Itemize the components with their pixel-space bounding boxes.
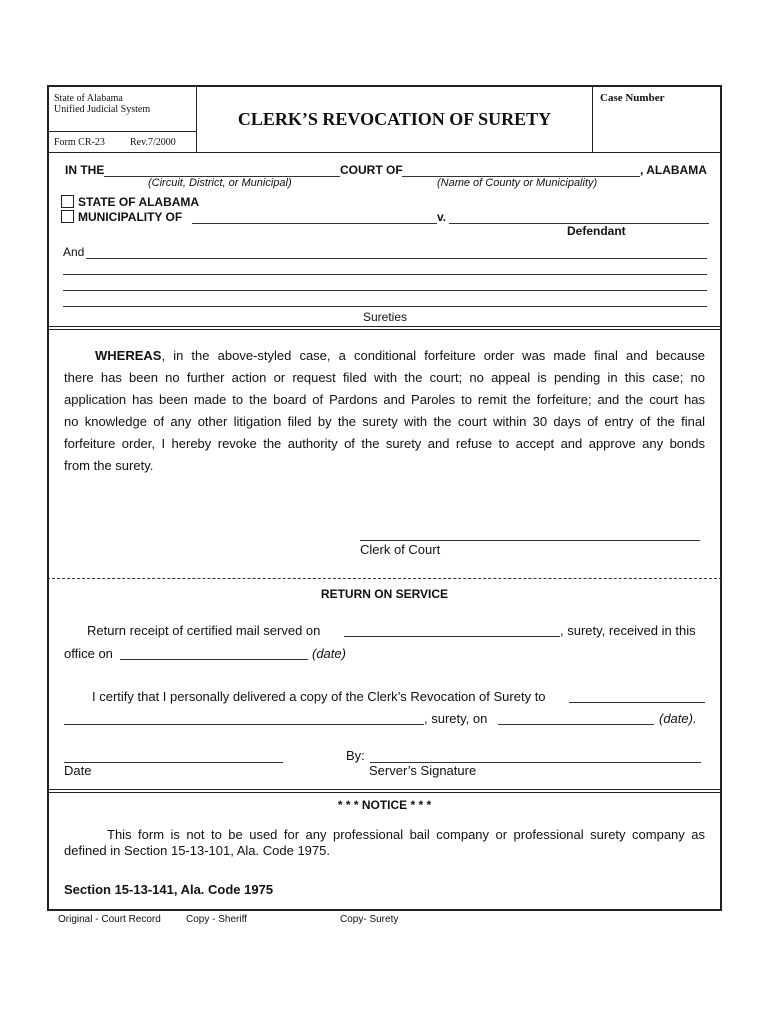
surety-line-1[interactable] — [86, 258, 707, 259]
system-label: Unified Judicial System — [54, 104, 151, 115]
return-title: RETURN ON SERVICE — [320, 587, 449, 601]
in-the-label: IN THE — [65, 163, 105, 177]
notice-line-2: defined in Section 15-13-101, Ala. Code 1975. — [64, 843, 330, 858]
body-line-3: application has been made to the board of Pardons and Paroles to remit the forfeiture; and the court has — [64, 392, 705, 407]
office-date-hint: (date) — [312, 646, 346, 661]
revision: Rev.7/2000 — [130, 137, 176, 148]
by-label: By: — [346, 748, 365, 763]
footer-original: Original - Court Record — [58, 914, 161, 925]
municipality-checkbox[interactable] — [61, 210, 74, 223]
alabama-label: , ALABAMA — [640, 163, 707, 177]
notice-divider — [47, 789, 722, 790]
body-line-6: from the surety. — [64, 458, 154, 473]
certify-text: I certify that I personally delivered a copy of the Clerk’s Revocation of Surety to — [92, 689, 546, 704]
court-type-hint: (Circuit, District, or Municipal) — [148, 177, 292, 189]
body-text-1: , in the above-styled case, a conditional forfeiture order was made final and because — [161, 348, 705, 363]
notice-divider-2 — [47, 792, 722, 793]
municipality-field[interactable] — [192, 223, 437, 224]
office-date-field[interactable] — [120, 659, 308, 660]
surety-line-3[interactable] — [63, 290, 707, 291]
defendant-label: Defendant — [567, 224, 626, 238]
delivered-to-field-b[interactable] — [64, 724, 424, 725]
court-of-label: COURT OF — [340, 163, 403, 177]
date-field[interactable] — [64, 762, 283, 763]
whereas-word: WHEREAS — [95, 348, 162, 363]
and-label: And — [63, 245, 85, 259]
state-option-label: STATE OF ALABAMA — [78, 195, 200, 209]
code-section: Section 15-13-141, Ala. Code 1975 — [64, 882, 274, 897]
delivered-to-field-a[interactable] — [569, 702, 705, 703]
clerk-signature-field[interactable] — [360, 540, 700, 541]
receipt-text-b: , surety, received in this — [560, 623, 696, 638]
body-line-1 — [64, 348, 705, 363]
server-signature-label: Server’s Signature — [369, 763, 477, 778]
form-title: CLERK’S REVOCATION OF SURETY — [237, 109, 552, 129]
receipt-text-a: Return receipt of certified mail served on — [87, 623, 321, 638]
clerk-signature-label: Clerk of Court — [360, 542, 441, 557]
delivery-date-field[interactable] — [498, 724, 654, 725]
form-number: Form CR-23 — [54, 137, 105, 148]
sureties-label: Sureties — [363, 310, 408, 324]
notice-title: * * * NOTICE * * * — [337, 798, 432, 812]
county-hint: (Name of County or Municipality) — [437, 177, 598, 189]
body-line-4: no knowledge of any other litigation filed by the surety with the court within 30 days of entry of the final — [64, 414, 705, 429]
case-number-field[interactable] — [594, 108, 720, 150]
state-label: State of Alabama — [54, 93, 123, 104]
office-on-label: office on — [64, 646, 113, 661]
surety-on-label: , surety, on — [424, 711, 488, 726]
surety-line-4[interactable] — [63, 306, 707, 307]
versus-label: v. — [437, 210, 447, 224]
state-checkbox[interactable] — [61, 195, 74, 208]
surety-line-2[interactable] — [63, 274, 707, 275]
return-dashed-divider — [47, 578, 722, 579]
body-line-5: forfeiture order, I hereby revoke the authority of the surety and refuse to accept and approve any bonds — [64, 436, 705, 451]
date-label: Date — [64, 763, 92, 778]
caption-divider — [47, 326, 722, 327]
header-divider — [47, 152, 722, 153]
body-line-2: there has been no further action or request filed with the court; no appeal is pending in this case; no — [64, 370, 705, 385]
caption-divider-2 — [47, 329, 722, 330]
footer-sheriff: Copy - Sheriff — [186, 914, 247, 925]
delivery-date-hint: (date). — [659, 711, 697, 726]
notice-line-1: This form is not to be used for any professional bail company or professional surety company as — [107, 827, 705, 842]
served-on-field[interactable] — [344, 636, 560, 637]
header-right-divider — [592, 85, 593, 153]
municipality-option-label: MUNICIPALITY OF — [78, 210, 183, 224]
footer-surety: Copy- Surety — [340, 914, 399, 925]
form-info-divider — [47, 131, 197, 132]
case-number-label: Case Number — [600, 92, 665, 104]
